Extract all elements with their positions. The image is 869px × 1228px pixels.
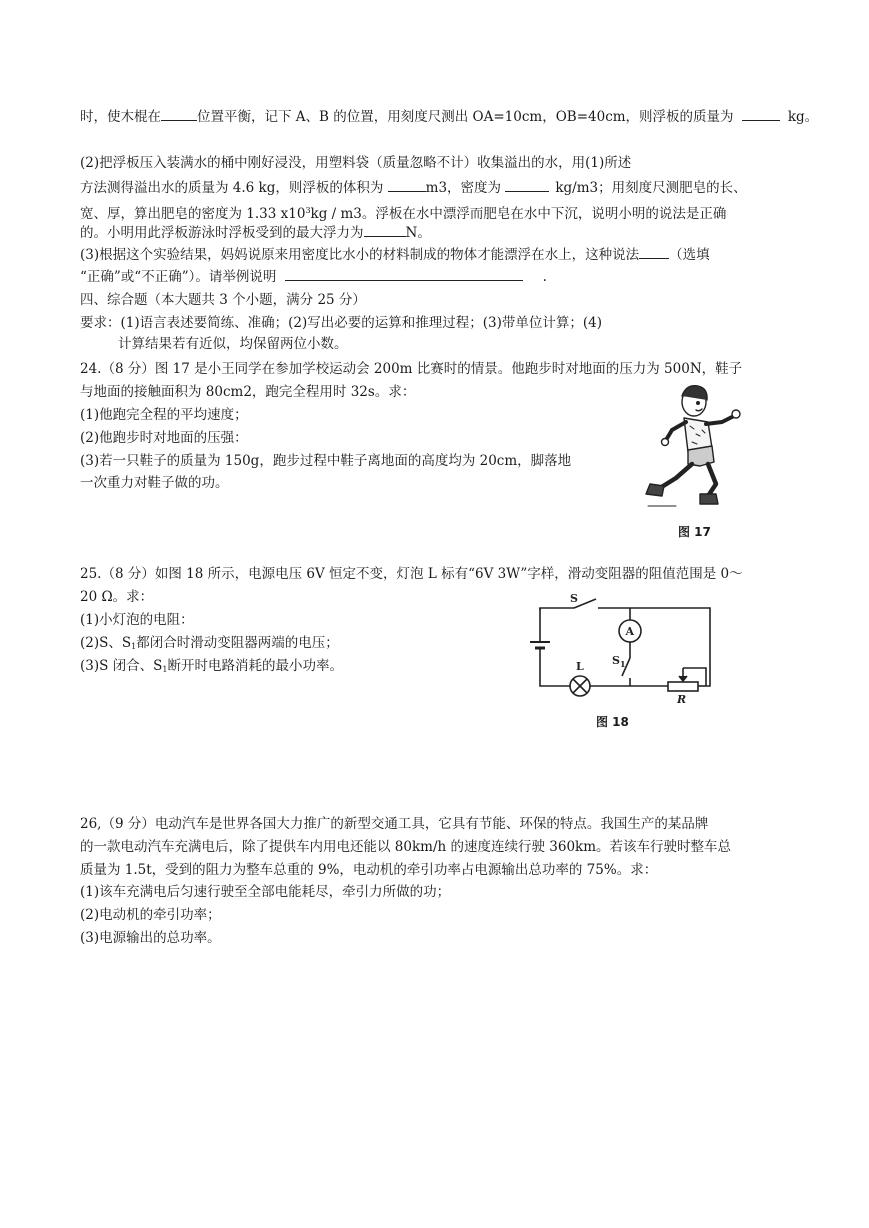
q24-line-2: 与地面的接触面积为 80cm2，跑完全程用时 32s。求： xyxy=(80,384,416,400)
answer-blank-density xyxy=(505,179,549,192)
q23-line-2: (2)把浮板压入装满水的桶中刚好浸没，用塑料袋（质量忽略不计）收集溢出的水，用(1)所述 xyxy=(80,155,632,171)
answer-blank-mass xyxy=(742,108,780,121)
answer-blank-example xyxy=(285,268,523,281)
q25-part-2 xyxy=(80,634,339,656)
figure-18-caption: 图 18 xyxy=(596,715,629,729)
q26-line-2: 的一款电动汽车充满电后，除了提供车内用电还能以 80km/h 的速度连续行驶 360km。若该车行驶时整车总 xyxy=(80,839,732,855)
q23-l3c: kg/m3；用刻度尺测肥皂的长、 xyxy=(555,180,747,196)
q23-line-4 xyxy=(80,202,726,223)
q23-line-3 xyxy=(80,179,747,197)
q24-part-2: (2)他跑步时对地面的压强： xyxy=(80,430,248,446)
q23-l4b: kg / m3。浮板在水中漂浮而肥皂在水中下沉，说明小明的说法是正确 xyxy=(310,206,727,222)
q25-line-2: 20 Ω。求： xyxy=(80,589,154,605)
q23-line-7 xyxy=(80,268,547,286)
lamp-label: L xyxy=(576,660,584,673)
q23-line-6 xyxy=(80,246,710,264)
q23-l5a: 的。小明用此浮板游泳时浮板受到的最大浮力为 xyxy=(80,225,364,241)
q25-p2b: 都闭合时滑动变阻器两端的电压； xyxy=(136,635,339,651)
figure-17-caption: 图 17 xyxy=(678,525,711,539)
circuit-diagram xyxy=(526,590,726,706)
q23-l3a: 方法测得溢出水的质量为 4.6 kg，则浮板的体积为 xyxy=(80,180,384,196)
q24-part-1: (1)他跑完全程的平均速度； xyxy=(80,407,248,423)
switch-s1-label: $S_1$ xyxy=(612,654,626,669)
q23-l6b: （选填 xyxy=(669,247,710,263)
q23-l4sup: 3 xyxy=(305,206,311,215)
q25-p2sub: 1 xyxy=(131,642,137,651)
q23-line-5 xyxy=(80,224,431,242)
q26-line-1: 26,（9 分）电动汽车是世界各国大力推广的新型交通工具，它具有节能、环保的特点。我国生产的某品牌 xyxy=(80,816,709,832)
q23-l7b: . xyxy=(542,269,547,285)
answer-blank-correctness xyxy=(639,246,669,259)
q24-part-3: (3)若一只鞋子的质量为 150g，跑步过程中鞋子离地面的高度均为 20cm，脚落地 xyxy=(80,453,572,469)
q26-part-3: (3)电源输出的总功率。 xyxy=(80,930,221,946)
q25-part-3 xyxy=(80,657,343,679)
q24-part-4: 一次重力对鞋子做的功。 xyxy=(80,475,229,491)
answer-blank-volume xyxy=(388,179,426,192)
q23-l7a: “正确”或“不正确”）。请举例说明 xyxy=(80,269,277,285)
q26-part-1: (1)该车充满电后匀速行驶至全部电能耗尽，牵引力所做的功； xyxy=(80,884,451,900)
ammeter-label: A xyxy=(625,625,635,638)
running-boy-figure xyxy=(630,378,740,516)
q25-p3a: (3)S 闭合、S xyxy=(80,658,163,674)
q23-l6a: (3)根据这个实验结果，妈妈说原来用密度比水小的材料制成的物体才能漂浮在水上，这种说法 xyxy=(80,247,640,263)
q23-l5b: N。 xyxy=(405,225,431,241)
q23-l1a: 时，使木棍在 xyxy=(80,109,161,125)
q25-part-1: (1)小灯泡的电阻： xyxy=(80,612,194,628)
q25-p3b: 断开时电路消耗的最小功率。 xyxy=(167,658,344,674)
q23-l1c: kg。 xyxy=(787,109,819,125)
q24-line-1: 24.（8 分）图 17 是小王同学在参加学校运动会 200m 比赛时的情景。他跑步时对地面的压力为 500N，鞋子 xyxy=(80,361,743,377)
q26-line-3: 质量为 1.5t，受到的阻力为整车总重的 9%，电动机的牵引功率占电源输出总功率的 75%。求： xyxy=(80,862,658,878)
q25-line-1: 25.（8 分）如图 18 所示，电源电压 6V 恒定不变，灯泡 L 标有“6V 3W”字样，滑动变阻器的阻值范围是 0～ xyxy=(80,566,743,582)
requirements-line-1: 要求：(1)语言表述要简练、准确；(2)写出必要的运算和推理过程；(3)带单位计算；(4) xyxy=(80,315,602,331)
rheostat-label: R xyxy=(677,693,687,706)
q23-l3b: m3，密度为 xyxy=(425,180,502,196)
q25-p3sub: 1 xyxy=(162,665,168,674)
q25-p2a: (2)S、S xyxy=(80,635,132,651)
switch-s-label: S xyxy=(570,592,578,605)
q23-line-1 xyxy=(80,108,818,126)
answer-blank-balance-position xyxy=(161,108,197,121)
q23-l1b: 位置平衡，记下 A、B 的位置，用刻度尺测出 OA=10cm，OB=40cm，则浮板的质量为 xyxy=(197,109,734,125)
requirements-line-2: 计算结果若有近似，均保留两位小数。 xyxy=(118,336,348,352)
q23-l4a: 宽、厚，算出肥皂的密度为 1.33 x10 xyxy=(80,206,306,222)
q26-part-2: (2)电动机的牵引功率； xyxy=(80,907,221,923)
section-title: 四、综合题（本大题共 3 个小题，满分 25 分） xyxy=(80,292,366,308)
answer-blank-buoyancy xyxy=(364,224,406,237)
